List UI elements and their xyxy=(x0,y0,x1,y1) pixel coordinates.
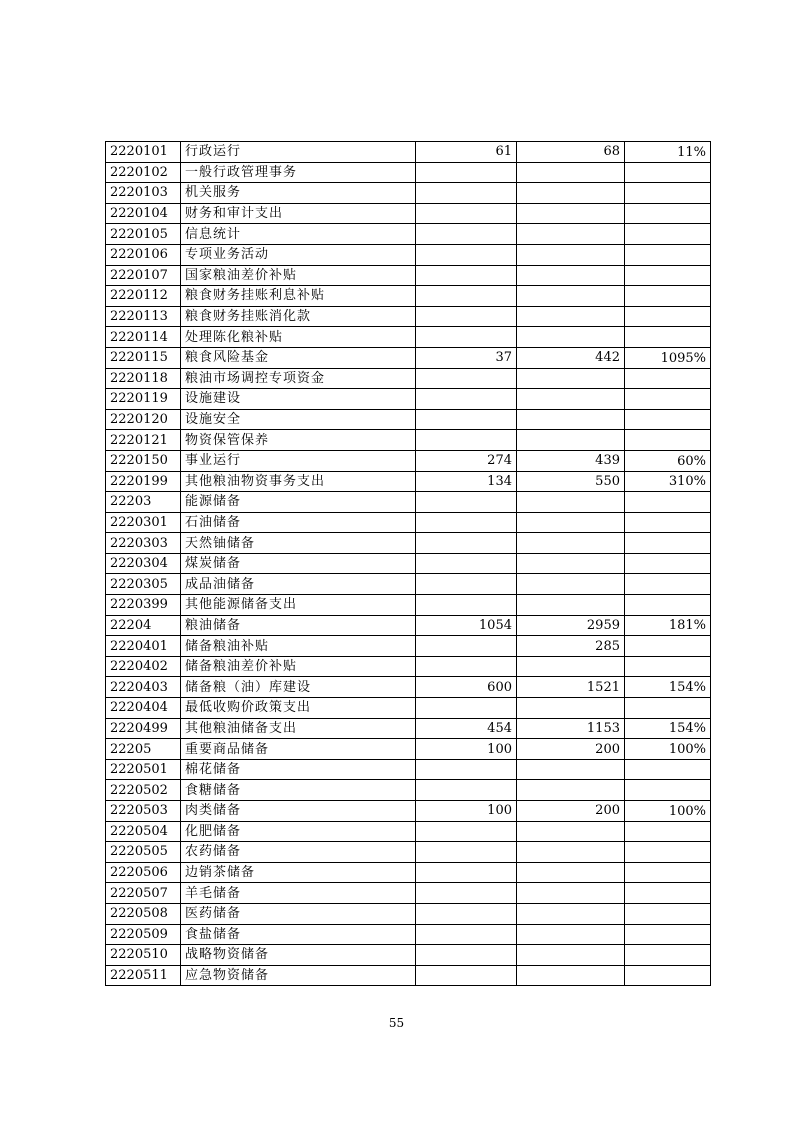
account-name-cell: 行政运行 xyxy=(181,142,416,163)
value-current-cell xyxy=(517,759,625,780)
account-code-cell: 2220301 xyxy=(106,512,181,533)
value-prior-cell xyxy=(416,821,517,842)
value-current-cell xyxy=(517,883,625,904)
table-row xyxy=(106,389,711,410)
value-current-cell xyxy=(517,924,625,945)
account-code-cell: 2220104 xyxy=(106,203,181,224)
value-prior-cell xyxy=(416,368,517,389)
account-code-cell: 2220401 xyxy=(106,636,181,657)
account-name-cell: 石油储备 xyxy=(181,512,416,533)
account-code-cell: 2220402 xyxy=(106,656,181,677)
change-percent-cell xyxy=(625,821,711,842)
account-name-cell: 事业运行 xyxy=(181,450,416,471)
change-percent-cell xyxy=(625,924,711,945)
change-percent-cell xyxy=(625,595,711,616)
change-percent-cell: 310% xyxy=(625,471,711,492)
change-percent-cell xyxy=(625,368,711,389)
account-name-cell: 煤炭储备 xyxy=(181,553,416,574)
value-prior-cell xyxy=(416,574,517,595)
value-current-cell xyxy=(517,162,625,183)
change-percent-cell xyxy=(625,224,711,245)
value-current-cell xyxy=(517,945,625,966)
table-row xyxy=(106,533,711,554)
change-percent-cell xyxy=(625,409,711,430)
change-percent-cell xyxy=(625,389,711,410)
change-percent-cell xyxy=(625,698,711,719)
value-prior-cell xyxy=(416,306,517,327)
account-name-cell: 设施建设 xyxy=(181,389,416,410)
budget-table xyxy=(105,141,711,986)
value-current-cell xyxy=(517,698,625,719)
account-code-cell: 2220150 xyxy=(106,450,181,471)
value-current-cell xyxy=(517,903,625,924)
account-code-cell: 2220103 xyxy=(106,183,181,204)
change-percent-cell xyxy=(625,512,711,533)
value-current-cell: 2959 xyxy=(517,615,625,636)
change-percent-cell xyxy=(625,842,711,863)
value-prior-cell xyxy=(416,492,517,513)
value-prior-cell xyxy=(416,636,517,657)
account-code-cell: 22203 xyxy=(106,492,181,513)
value-current-cell xyxy=(517,821,625,842)
value-prior-cell xyxy=(416,265,517,286)
value-current-cell xyxy=(517,512,625,533)
account-code-cell: 2220115 xyxy=(106,347,181,368)
change-percent-cell xyxy=(625,492,711,513)
change-percent-cell xyxy=(625,883,711,904)
value-prior-cell xyxy=(416,553,517,574)
value-prior-cell xyxy=(416,183,517,204)
account-code-cell: 2220404 xyxy=(106,698,181,719)
account-code-cell: 2220105 xyxy=(106,224,181,245)
value-prior-cell xyxy=(416,883,517,904)
value-prior-cell: 100 xyxy=(416,739,517,760)
account-code-cell: 2220501 xyxy=(106,759,181,780)
value-current-cell: 1153 xyxy=(517,718,625,739)
account-name-cell: 财务和审计支出 xyxy=(181,203,416,224)
value-current-cell xyxy=(517,430,625,451)
account-name-cell: 处理陈化粮补贴 xyxy=(181,327,416,348)
account-code-cell: 2220107 xyxy=(106,265,181,286)
table-row xyxy=(106,203,711,224)
account-code-cell: 2220106 xyxy=(106,244,181,265)
table-row xyxy=(106,698,711,719)
value-current-cell xyxy=(517,656,625,677)
table-row xyxy=(106,574,711,595)
account-name-cell: 化肥储备 xyxy=(181,821,416,842)
account-name-cell: 棉花储备 xyxy=(181,759,416,780)
account-code-cell: 2220505 xyxy=(106,842,181,863)
account-name-cell: 储备粮油差价补贴 xyxy=(181,656,416,677)
account-name-cell: 物资保管保养 xyxy=(181,430,416,451)
change-percent-cell: 181% xyxy=(625,615,711,636)
value-current-cell xyxy=(517,533,625,554)
account-code-cell: 2220199 xyxy=(106,471,181,492)
table-row xyxy=(106,183,711,204)
change-percent-cell xyxy=(625,183,711,204)
account-code-cell: 2220509 xyxy=(106,924,181,945)
value-prior-cell xyxy=(416,862,517,883)
value-current-cell: 285 xyxy=(517,636,625,657)
account-name-cell: 储备粮油补贴 xyxy=(181,636,416,657)
account-name-cell: 其他粮油物资事务支出 xyxy=(181,471,416,492)
value-current-cell xyxy=(517,780,625,801)
account-name-cell: 食盐储备 xyxy=(181,924,416,945)
value-prior-cell xyxy=(416,698,517,719)
table-row xyxy=(106,759,711,780)
value-prior-cell xyxy=(416,945,517,966)
change-percent-cell xyxy=(625,945,711,966)
account-code-cell: 2220113 xyxy=(106,306,181,327)
account-name-cell: 粮油储备 xyxy=(181,615,416,636)
value-prior-cell xyxy=(416,389,517,410)
value-prior-cell xyxy=(416,224,517,245)
value-current-cell: 200 xyxy=(517,739,625,760)
change-percent-cell xyxy=(625,430,711,451)
account-code-cell: 2220503 xyxy=(106,801,181,822)
account-code-cell: 2220403 xyxy=(106,677,181,698)
value-current-cell xyxy=(517,244,625,265)
account-code-cell: 2220119 xyxy=(106,389,181,410)
table-row xyxy=(106,739,711,760)
table-row xyxy=(106,924,711,945)
account-code-cell: 2220510 xyxy=(106,945,181,966)
account-name-cell: 重要商品储备 xyxy=(181,739,416,760)
value-prior-cell xyxy=(416,759,517,780)
change-percent-cell: 11% xyxy=(625,142,711,163)
table-row xyxy=(106,142,711,163)
change-percent-cell xyxy=(625,306,711,327)
account-name-cell: 设施安全 xyxy=(181,409,416,430)
table-row xyxy=(106,327,711,348)
value-current-cell xyxy=(517,265,625,286)
value-current-cell xyxy=(517,553,625,574)
account-code-cell: 2220304 xyxy=(106,553,181,574)
table-row xyxy=(106,224,711,245)
value-prior-cell xyxy=(416,924,517,945)
account-name-cell: 战略物资储备 xyxy=(181,945,416,966)
account-name-cell: 天然铀储备 xyxy=(181,533,416,554)
change-percent-cell: 1095% xyxy=(625,347,711,368)
value-prior-cell: 1054 xyxy=(416,615,517,636)
table-row xyxy=(106,862,711,883)
value-current-cell: 442 xyxy=(517,347,625,368)
table-row xyxy=(106,286,711,307)
account-name-cell: 储备粮（油）库建设 xyxy=(181,677,416,698)
change-percent-cell: 100% xyxy=(625,801,711,822)
table-row xyxy=(106,347,711,368)
value-prior-cell: 134 xyxy=(416,471,517,492)
table-row xyxy=(106,492,711,513)
change-percent-cell xyxy=(625,759,711,780)
table-row xyxy=(106,945,711,966)
value-current-cell xyxy=(517,409,625,430)
change-percent-cell xyxy=(625,286,711,307)
table-row xyxy=(106,636,711,657)
account-name-cell: 成品油储备 xyxy=(181,574,416,595)
value-current-cell xyxy=(517,842,625,863)
account-code-cell: 2220114 xyxy=(106,327,181,348)
value-prior-cell xyxy=(416,780,517,801)
account-code-cell: 2220504 xyxy=(106,821,181,842)
value-current-cell xyxy=(517,368,625,389)
table-row xyxy=(106,471,711,492)
change-percent-cell xyxy=(625,574,711,595)
value-prior-cell xyxy=(416,244,517,265)
change-percent-cell xyxy=(625,903,711,924)
value-prior-cell: 600 xyxy=(416,677,517,698)
value-current-cell xyxy=(517,492,625,513)
value-prior-cell xyxy=(416,286,517,307)
change-percent-cell xyxy=(625,656,711,677)
table-row xyxy=(106,409,711,430)
value-current-cell xyxy=(517,286,625,307)
table-row xyxy=(106,553,711,574)
account-name-cell: 其他能源储备支出 xyxy=(181,595,416,616)
table-row xyxy=(106,965,711,986)
account-name-cell: 最低收购价政策支出 xyxy=(181,698,416,719)
account-name-cell: 农药储备 xyxy=(181,842,416,863)
table-row xyxy=(106,903,711,924)
table-row xyxy=(106,265,711,286)
account-name-cell: 一般行政管理事务 xyxy=(181,162,416,183)
table-row xyxy=(106,615,711,636)
value-prior-cell xyxy=(416,409,517,430)
account-code-cell: 2220305 xyxy=(106,574,181,595)
account-code-cell: 2220102 xyxy=(106,162,181,183)
change-percent-cell: 100% xyxy=(625,739,711,760)
value-prior-cell xyxy=(416,533,517,554)
change-percent-cell xyxy=(625,780,711,801)
value-current-cell: 68 xyxy=(517,142,625,163)
account-name-cell: 粮食财务挂账利息补贴 xyxy=(181,286,416,307)
value-current-cell xyxy=(517,574,625,595)
account-name-cell: 食糖储备 xyxy=(181,780,416,801)
account-code-cell: 2220506 xyxy=(106,862,181,883)
account-name-cell: 应急物资储备 xyxy=(181,965,416,986)
account-name-cell: 其他粮油储备支出 xyxy=(181,718,416,739)
change-percent-cell: 60% xyxy=(625,450,711,471)
table-row xyxy=(106,595,711,616)
account-code-cell: 2220118 xyxy=(106,368,181,389)
account-name-cell: 国家粮油差价补贴 xyxy=(181,265,416,286)
account-code-cell: 2220499 xyxy=(106,718,181,739)
change-percent-cell xyxy=(625,862,711,883)
account-code-cell: 2220399 xyxy=(106,595,181,616)
table-row xyxy=(106,677,711,698)
table-row xyxy=(106,656,711,677)
value-prior-cell xyxy=(416,203,517,224)
value-prior-cell xyxy=(416,430,517,451)
value-current-cell: 439 xyxy=(517,450,625,471)
account-name-cell: 肉类储备 xyxy=(181,801,416,822)
table-row xyxy=(106,883,711,904)
value-prior-cell xyxy=(416,656,517,677)
value-current-cell xyxy=(517,327,625,348)
change-percent-cell xyxy=(625,265,711,286)
change-percent-cell xyxy=(625,244,711,265)
account-name-cell: 边销茶储备 xyxy=(181,862,416,883)
change-percent-cell xyxy=(625,327,711,348)
account-name-cell: 能源储备 xyxy=(181,492,416,513)
table-row xyxy=(106,244,711,265)
account-name-cell: 粮食财务挂账消化款 xyxy=(181,306,416,327)
account-code-cell: 2220511 xyxy=(106,965,181,986)
account-code-cell: 22205 xyxy=(106,739,181,760)
value-current-cell xyxy=(517,306,625,327)
account-name-cell: 羊毛储备 xyxy=(181,883,416,904)
table-row xyxy=(106,368,711,389)
value-current-cell xyxy=(517,595,625,616)
table-row xyxy=(106,842,711,863)
value-prior-cell xyxy=(416,327,517,348)
account-code-cell: 2220508 xyxy=(106,903,181,924)
value-current-cell xyxy=(517,224,625,245)
value-current-cell xyxy=(517,183,625,204)
page-number: 55 xyxy=(388,1016,405,1030)
table-row xyxy=(106,512,711,533)
account-code-cell: 2220101 xyxy=(106,142,181,163)
value-prior-cell xyxy=(416,903,517,924)
table-row xyxy=(106,718,711,739)
value-prior-cell: 37 xyxy=(416,347,517,368)
change-percent-cell xyxy=(625,162,711,183)
table-row xyxy=(106,821,711,842)
change-percent-cell xyxy=(625,533,711,554)
value-current-cell: 1521 xyxy=(517,677,625,698)
value-current-cell: 200 xyxy=(517,801,625,822)
account-name-cell: 粮食风险基金 xyxy=(181,347,416,368)
table-row xyxy=(106,306,711,327)
value-current-cell: 550 xyxy=(517,471,625,492)
table-row xyxy=(106,162,711,183)
value-current-cell xyxy=(517,389,625,410)
value-prior-cell: 100 xyxy=(416,801,517,822)
table-row xyxy=(106,430,711,451)
table-row xyxy=(106,780,711,801)
table-row xyxy=(106,801,711,822)
value-current-cell xyxy=(517,965,625,986)
account-name-cell: 医药储备 xyxy=(181,903,416,924)
value-prior-cell xyxy=(416,162,517,183)
value-prior-cell xyxy=(416,965,517,986)
account-code-cell: 2220502 xyxy=(106,780,181,801)
change-percent-cell xyxy=(625,203,711,224)
value-prior-cell: 454 xyxy=(416,718,517,739)
value-prior-cell: 61 xyxy=(416,142,517,163)
change-percent-cell: 154% xyxy=(625,718,711,739)
account-name-cell: 专项业务活动 xyxy=(181,244,416,265)
change-percent-cell xyxy=(625,965,711,986)
account-name-cell: 机关服务 xyxy=(181,183,416,204)
change-percent-cell: 154% xyxy=(625,677,711,698)
value-prior-cell xyxy=(416,512,517,533)
value-current-cell xyxy=(517,203,625,224)
account-code-cell: 2220120 xyxy=(106,409,181,430)
account-code-cell: 2220507 xyxy=(106,883,181,904)
value-prior-cell: 274 xyxy=(416,450,517,471)
account-code-cell: 22204 xyxy=(106,615,181,636)
account-name-cell: 粮油市场调控专项资金 xyxy=(181,368,416,389)
value-prior-cell xyxy=(416,595,517,616)
account-code-cell: 2220303 xyxy=(106,533,181,554)
value-prior-cell xyxy=(416,842,517,863)
change-percent-cell xyxy=(625,636,711,657)
account-name-cell: 信息统计 xyxy=(181,224,416,245)
account-code-cell: 2220121 xyxy=(106,430,181,451)
account-code-cell: 2220112 xyxy=(106,286,181,307)
change-percent-cell xyxy=(625,553,711,574)
table-row xyxy=(106,450,711,471)
table-body xyxy=(106,142,711,986)
value-current-cell xyxy=(517,862,625,883)
